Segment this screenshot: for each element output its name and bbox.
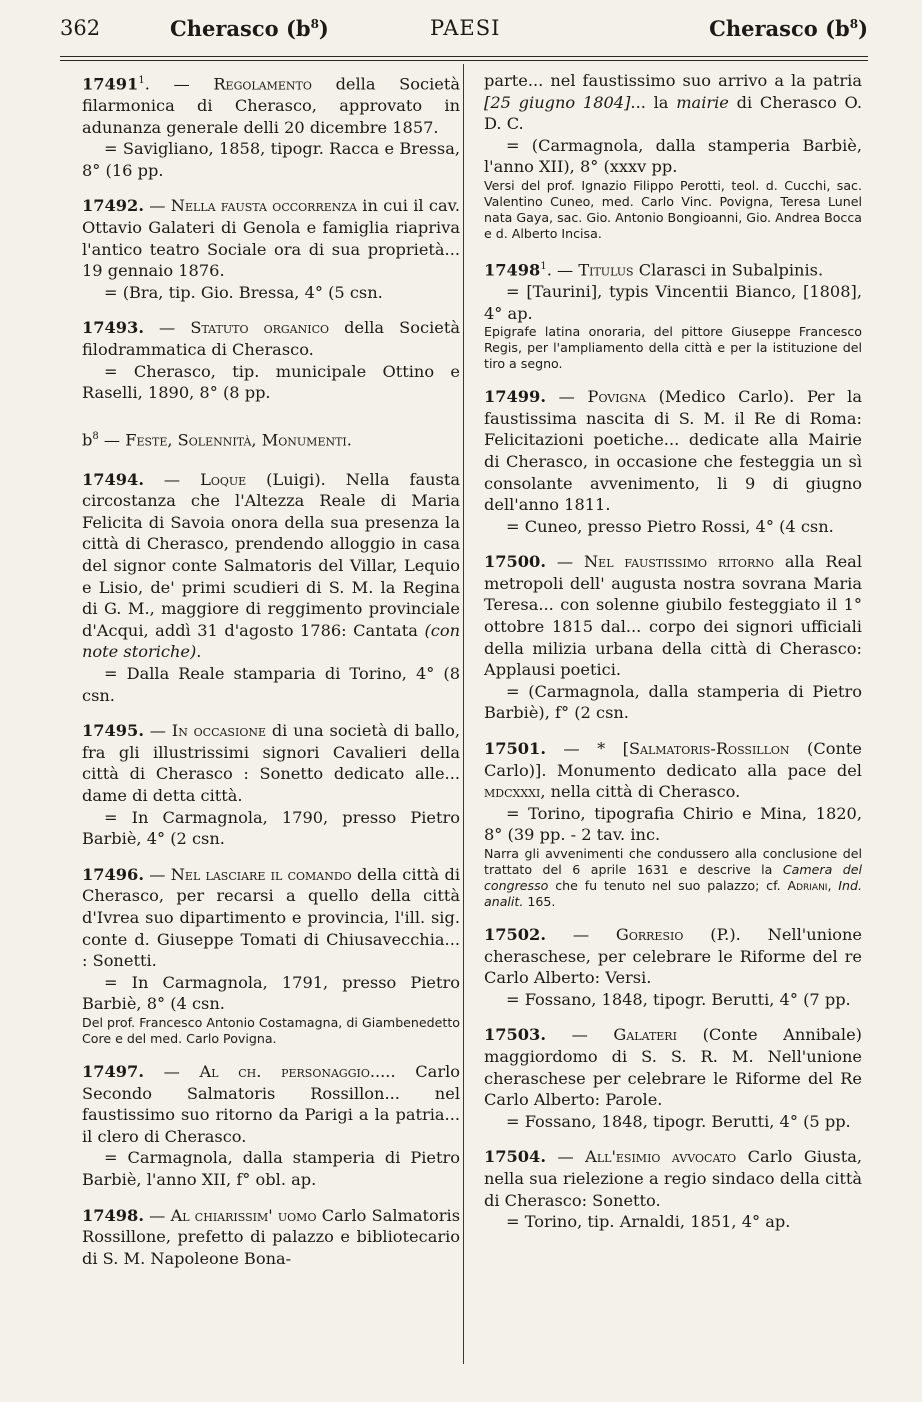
- column-divider: [463, 64, 464, 1364]
- entry-17501: 17501. — * [Salmatoris-Rossillon (Conte Carlo)]. Monumento dedicato alla pace del mdcxxxi, nella città di Cherasco. = Torino, tipografia Chirio e Mina, 1820, 8° (39 pp. - 2 tav. inc. Narra gli avvenimenti che condussero alla conclusione del trattato del 6 aprile 1631 e descrive la Camera del congresso che fu tenuto nel suo palazzo; cf. Adriani, Ind. analit. 165.: [484, 739, 862, 910]
- running-header: [60, 16, 868, 50]
- entry-17495: 17495. — In occasione di una società di ballo, fra gli illustrissimi signori Cavalieri della città di Cherasco : Sonetto dedicato alle... dame di detta città. = In Carmagnola, 1790, presso Pietro Barbiè, 4° (2 csn.: [82, 721, 460, 849]
- entry-note: Epigrafe latina onoraria, del pittore Giuseppe Francesco Regis, per l'ampliamento della città e per la istituzione del tiro a segno.: [484, 324, 862, 372]
- entry-note: Del prof. Francesco Antonio Costamagna, di Giambenedetto Core e del med. Carlo Povigna.: [82, 1014, 460, 1046]
- header-rule: [60, 56, 868, 57]
- entry-17504: 17504. — All'esimio avvocato Carlo Giusta, nella sua rielezione a regio sindaco della città di Cherasco: Sonetto. = Torino, tip. Arnaldi, 1851, 4° ap.: [484, 1147, 862, 1232]
- entry-17494: 17494. — Loque (Luigi). Nella fausta circostanza che l'Altezza Reale di Maria Felicita di Savoia onora della sua presenza la città di Cherasco, prendendo alloggio in casa del signor conte Salmatoris del Villar, Lequio e Lisio, de' primi scudieri di S. M. la Regina di G. M., maggiore di reggimento provinciale d'Acqui, addì 31 d'agosto 1786: Cantata (con note storiche). = Dalla Reale stamparia di Torino, 4° (8 csn.: [82, 469, 461, 705]
- entry-17499: 17499. — Povigna (Medico Carlo). Per la faustissima nascita di S. M. il Re di Roma: Felicitazioni poetiche... dedicate alla Mairie di Cherasco, in occasione che festeggia un sì consolante avvenimento, li 9 di giugno dell'anno 1811. = Cuneo, presso Pietro Rossi, 4° (4 csn.: [484, 387, 863, 536]
- entry-17498: 17498. — Al chiarissim' uomo Carlo Salmatoris Rossillone, prefetto di palazzo e bibliotecario di S. M. Napoleone Bona-: [82, 1205, 460, 1268]
- entry-note: Narra gli avvenimenti che condussero alla conclusione del trattato del 6 aprile 1631 e descrive la Camera del congresso che fu tenuto nel suo palazzo; cf. Adriani, Ind. analit. 165.: [484, 846, 862, 910]
- entry-17497: 17497. — Al ch. personaggio..... Carlo Secondo Salmatoris Rossillon... nel faustissimo suo ritorno da Parigi a la patria... il clero di Cherasco. = Carmagnola, dalla stamperia di Pietro Barbiè, l'anno XII, f° obl. ap.: [82, 1061, 460, 1189]
- right-column: [484, 70, 862, 1247]
- entry-17498-continued: parte... nel faustissimo suo arrivo a la patria [25 giugno 1804]... la mairie di Cherasco O. D. C. = (Carmagnola, dalla stamperia Barbiè, l'anno XII), 8° (xxxv pp. Versi del prof. Ignazio Filippo Perotti, teol. d. Cucchi, sac. Valentino Cuneo, med. Carlo Vinc. Povigna, Teresa Lunel nata Gaya, sac. Gio. Antonio Bongioanni, Gio. Andrea Bocca e d. Alberto Incisa.: [484, 71, 863, 241]
- header-left-title: Cherasco $(b^8)$: [170, 16, 329, 41]
- header-section: PAESI: [430, 16, 501, 40]
- entry-note: Versi del prof. Ignazio Filippo Perotti, teol. d. Cucchi, sac. Valentino Cuneo, med. Carlo Vinc. Povigna, Teresa Lunel nata Gaya, sac. Gio. Antonio Bongioanni, Gio. Andrea Bocca e d. Alberto Incisa.: [484, 177, 862, 241]
- entry-17496: 17496. — Nel lasciare il comando della città di Cherasco, per recarsi a quello della città d'Ivrea suo dipartimento e provincia, l'ill. sig. conte d. Giuseppe Tomati di Chiusavecchia... : Sonetti. = In Carmagnola, 1791, presso Pietro Barbiè, 8° (4 csn. Del prof. Francesco Antonio Costamagna, di Giambenedetto Core e del med. Carlo Povigna.: [82, 864, 461, 1046]
- entry-17498-1: 17498$^1$. — Titulus Clarasci in Subalpinis. = [Taurini], typis Vincentii Bianco, [1808], 4° ap. Epigrafe latina onoraria, del pittore Giuseppe Francesco Regis, per l'ampliamento della città e per la istituzione del tiro a segno.: [484, 260, 862, 372]
- page-number: 362: [60, 16, 101, 40]
- entry-17492: 17492. — Nella fausta occorrenza in cui il cav. Ottavio Galateri di Genola e famiglia riapriva l'antico teatro Sociale ora di sua proprietà... 19 gennaio 1876. = (Bra, tip. Gio. Bressa, 4° (5 csn.: [82, 196, 460, 302]
- entry-17493: 17493. — Statuto organico della Società filodrammatica di Cherasco. = Cherasco, tip. municipale Ottino e Raselli, 1890, 8° (8 pp.: [82, 318, 460, 403]
- header-rule-thin: [60, 60, 868, 61]
- header-right-title: Cherasco $(b^8)$: [709, 16, 868, 41]
- entry-17503: 17503. — Galateri (Conte Annibale) maggiordomo di S. S. R. M. Nell'unione cheraschese per celebrare le Riforme del Re Carlo Alberto: Parole. = Fossano, 1848, tipogr. Berutti, 4° (5 pp.: [484, 1025, 862, 1131]
- entry-17502: 17502. — Gorresio (P.). Nell'unione cheraschese, per celebrare le Riforme del re Carlo Alberto: Versi. = Fossano, 1848, tipogr. Berutti, 4° (7 pp.: [484, 925, 863, 1009]
- entry-17491: 17491$^1$. — Regolamento della Società filarmonica di Cherasco, approvato in adunanza generale delli 20 dicembre 1857. = Savigliano, 1858, tipogr. Racca e Bressa, 8° (16 pp.: [82, 74, 460, 180]
- entry-17500: 17500. — Nel faustissimo ritorno alla Real metropoli dell' augusta nostra sovrana Maria Teresa... con solenne giubilo festeggiato il 1° ottobre 1815 dal... corpo dei signori ufficiali della milizia urbana della città di Cherasco: Applausi poetici. = (Carmagnola, dalla stamperia di Pietro Barbiè), f° (2 csn.: [484, 552, 863, 723]
- section-heading: $b^8$ — Feste, Solennità, Monumenti.: [82, 430, 352, 450]
- left-column: [82, 70, 460, 1283]
